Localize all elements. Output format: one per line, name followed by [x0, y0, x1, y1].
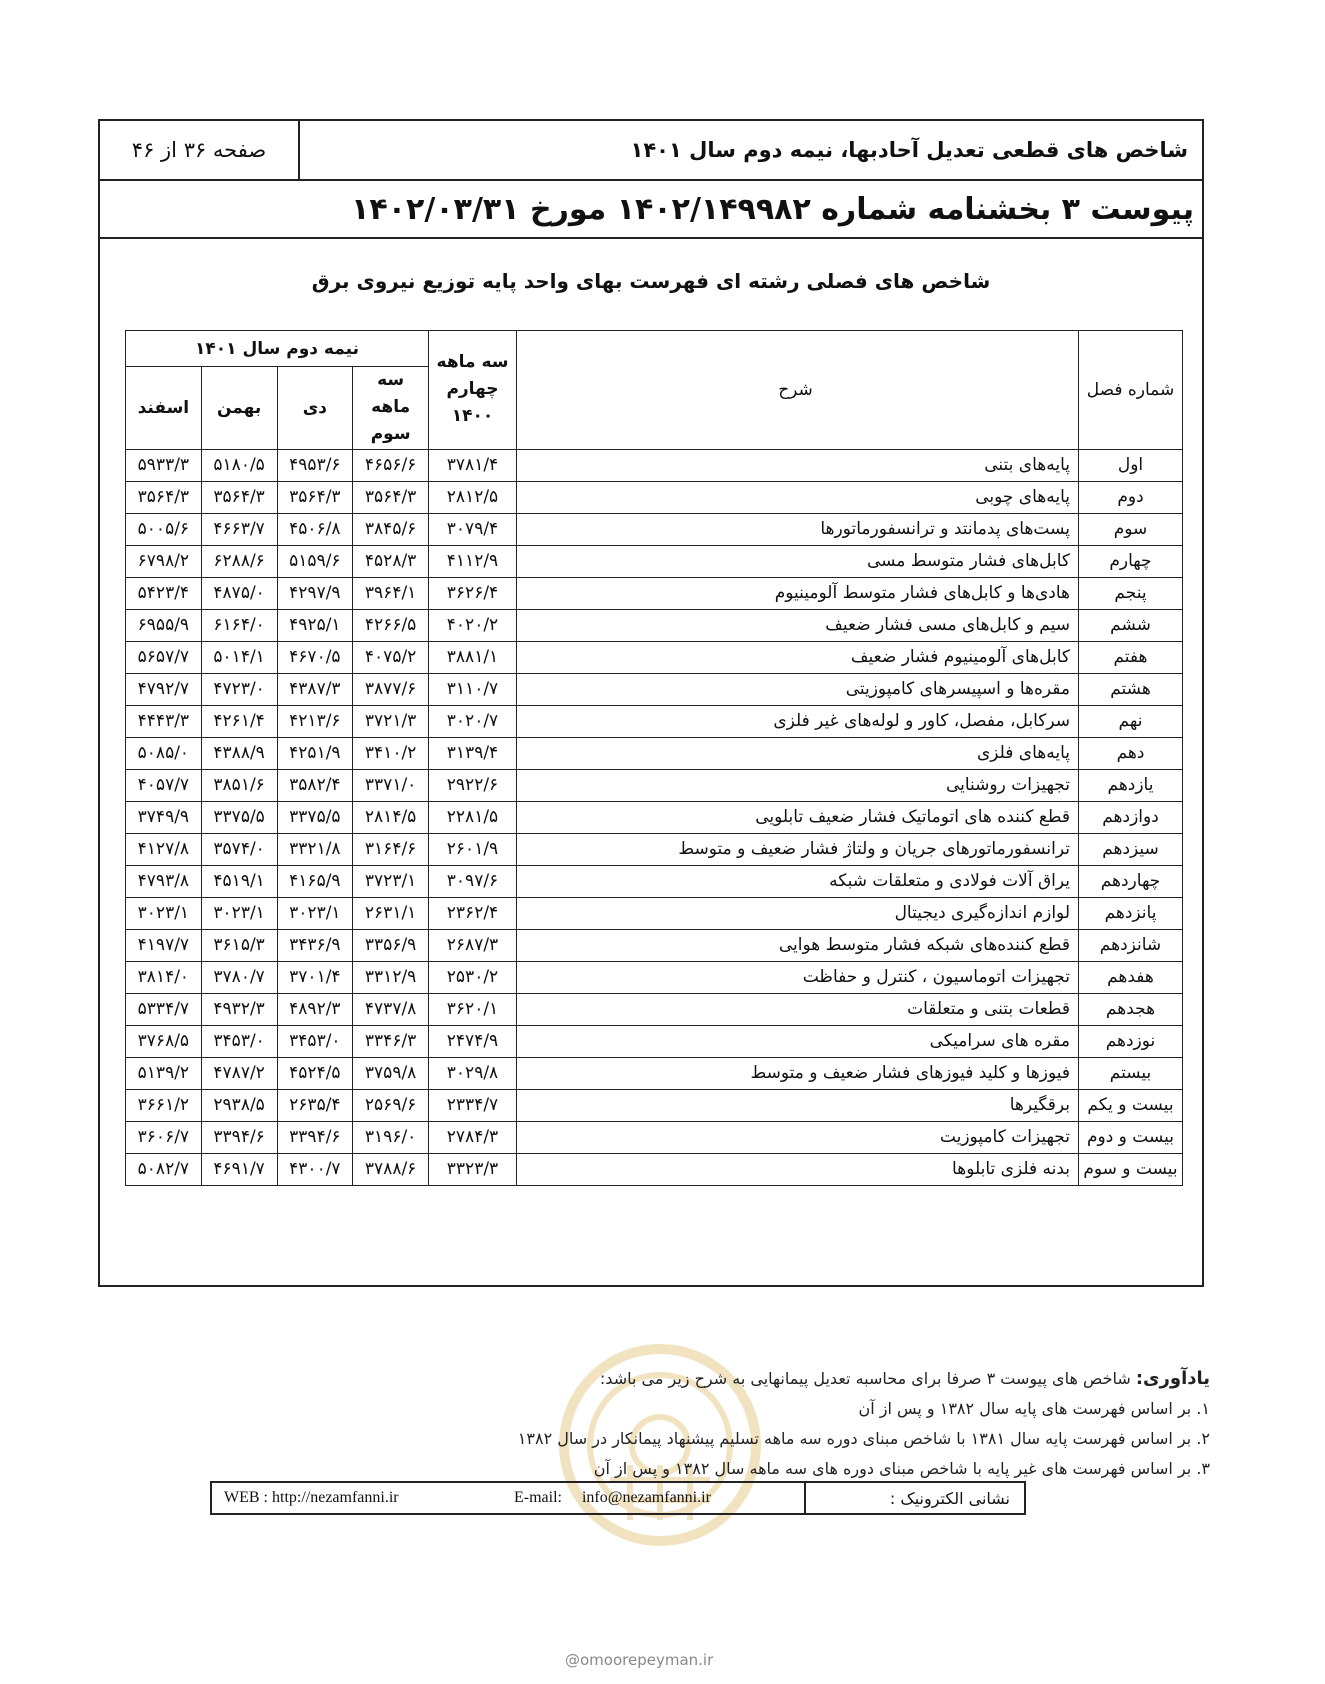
email-cell: [484, 1483, 806, 1513]
notes-intro-line: [120, 1364, 1210, 1394]
table-row: [126, 705, 1183, 737]
cell-q: ۳۳۷۱/۰: [353, 769, 429, 801]
index-table: [125, 330, 1183, 1186]
cell-prev: ۲۵۳۰/۲: [429, 961, 517, 993]
cell-desc: بدنه فلزی تابلوها: [517, 1153, 1079, 1185]
cell-desc: سرکابل، مفصل، کاور و لوله‌های غیر فلزی: [517, 705, 1079, 737]
cell-num: چهارم: [1079, 545, 1183, 577]
cell-q: ۳۹۶۴/۱: [353, 577, 429, 609]
cell-m2: ۳۳۷۵/۵: [201, 801, 277, 833]
notes-item-2: ۲. بر اساس فهرست پایه سال ۱۳۸۱ با شاخص مبنای دوره سه ماهه تسلیم پیشنهاد پیمانکار در سال ۱۳۸۲: [517, 1429, 1210, 1448]
cell-m3: ۵۴۲۳/۴: [126, 577, 202, 609]
cell-m3: ۵۰۰۵/۶: [126, 513, 202, 545]
cell-num: هجدهم: [1079, 993, 1183, 1025]
cell-num: چهاردهم: [1079, 865, 1183, 897]
cell-q: ۳۸۴۵/۶: [353, 513, 429, 545]
cell-prev: ۲۳۳۴/۷: [429, 1089, 517, 1121]
cell-m1: ۳۴۳۶/۹: [277, 929, 353, 961]
cell-m3: ۳۷۴۹/۹: [126, 801, 202, 833]
cell-q: ۳۳۴۶/۳: [353, 1025, 429, 1057]
cell-m3: ۵۳۳۴/۷: [126, 993, 202, 1025]
cell-q: ۲۸۱۴/۵: [353, 801, 429, 833]
cell-m1: ۳۳۲۱/۸: [277, 833, 353, 865]
cell-m2: ۳۵۷۴/۰: [201, 833, 277, 865]
cell-num: سیزدهم: [1079, 833, 1183, 865]
web-link[interactable]: WEB : http://nezamfanni.ir: [224, 1489, 399, 1506]
cell-m2: ۳۴۵۳/۰: [201, 1025, 277, 1057]
cell-prev: ۲۳۶۲/۴: [429, 897, 517, 929]
col-header-desc: شرح: [517, 331, 1079, 450]
cell-desc: مقره‌ها و اسپیسرهای کامپوزیتی: [517, 673, 1079, 705]
cell-m3: ۴۱۲۷/۸: [126, 833, 202, 865]
col-header-m2: بهمن: [201, 367, 277, 450]
cell-m1: ۳۳۷۵/۵: [277, 801, 353, 833]
cell-prev: ۳۸۸۱/۱: [429, 641, 517, 673]
table-row: [126, 961, 1183, 993]
table-row: [126, 929, 1183, 961]
cell-num: بیستم: [1079, 1057, 1183, 1089]
cell-prev: ۲۹۲۲/۶: [429, 769, 517, 801]
cell-num: نهم: [1079, 705, 1183, 737]
cell-prev: ۲۶۰۱/۹: [429, 833, 517, 865]
cell-prev: ۳۱۱۰/۷: [429, 673, 517, 705]
col-header-q: [353, 367, 429, 450]
cell-m2: ۵۱۸۰/۵: [201, 449, 277, 481]
col-header-m1: دی: [277, 367, 353, 450]
cell-m2: ۳۰۲۳/۱: [201, 897, 277, 929]
cell-m2: ۴۷۲۳/۰: [201, 673, 277, 705]
document-frame: [98, 119, 1204, 1287]
cell-m3: ۵۶۵۷/۷: [126, 641, 202, 673]
col-header-m3: اسفند: [126, 367, 202, 450]
cell-desc: قطعات بتنی و متعلقات: [517, 993, 1079, 1025]
cell-q: ۳۵۶۴/۳: [353, 481, 429, 513]
table-row: [126, 577, 1183, 609]
cell-m1: ۴۵۲۴/۵: [277, 1057, 353, 1089]
table-row: [126, 801, 1183, 833]
cell-m3: ۴۰۵۷/۷: [126, 769, 202, 801]
cell-q: ۳۳۱۲/۹: [353, 961, 429, 993]
cell-m1: ۴۹۲۵/۱: [277, 609, 353, 641]
cell-q: ۳۸۷۷/۶: [353, 673, 429, 705]
cell-q: ۳۷۲۳/۱: [353, 865, 429, 897]
cell-num: ششم: [1079, 609, 1183, 641]
table-row: [126, 609, 1183, 641]
cell-prev: ۲۸۱۲/۵: [429, 481, 517, 513]
cell-num: هشتم: [1079, 673, 1183, 705]
cell-m3: ۵۹۳۳/۳: [126, 449, 202, 481]
cell-num: پانزدهم: [1079, 897, 1183, 929]
cell-m1: ۳۰۲۳/۱: [277, 897, 353, 929]
cell-m2: ۴۳۸۸/۹: [201, 737, 277, 769]
cell-m2: ۴۶۶۳/۷: [201, 513, 277, 545]
table-row: [126, 641, 1183, 673]
cell-desc: ترانسفورماتورهای جریان و ولتاژ فشار ضعیف و متوسط: [517, 833, 1079, 865]
cell-m3: ۶۹۵۵/۹: [126, 609, 202, 641]
cell-m1: ۲۶۳۵/۴: [277, 1089, 353, 1121]
cell-m3: ۴۴۴۳/۳: [126, 705, 202, 737]
table-subtitle: شاخص های فصلی رشته ای فهرست بهای واحد پایه توزیع نیروی برق: [311, 269, 991, 293]
cell-q: ۴۲۶۶/۵: [353, 609, 429, 641]
table-row: [126, 1089, 1183, 1121]
cell-desc: پایه‌های چوبی: [517, 481, 1079, 513]
page-indicator: صفحه ۳۶ از ۴۶: [100, 121, 300, 179]
cell-m1: ۴۱۶۵/۹: [277, 865, 353, 897]
notes-item-3: ۳. بر اساس فهرست های غیر پایه با شاخص مبنای دوره های سه ماهه سال ۱۳۸۲ و پس از آن: [593, 1459, 1210, 1478]
cell-desc: لوازم اندازه‌گیری دیجیتال: [517, 897, 1079, 929]
cell-desc: کابل‌های فشار متوسط مسی: [517, 545, 1079, 577]
col-header-q-line2: سوم: [370, 424, 411, 445]
cell-num: دوازدهم: [1079, 801, 1183, 833]
cell-m1: ۴۸۹۲/۳: [277, 993, 353, 1025]
cell-desc: یراق آلات فولادی و متعلقات شبکه: [517, 865, 1079, 897]
cell-num: هفتم: [1079, 641, 1183, 673]
cell-q: ۳۷۲۱/۳: [353, 705, 429, 737]
cell-q: ۳۷۸۸/۶: [353, 1153, 429, 1185]
cell-prev: ۲۲۸۱/۵: [429, 801, 517, 833]
cell-q: ۳۳۵۶/۹: [353, 929, 429, 961]
table-row: [126, 1153, 1183, 1185]
cell-m2: ۳۸۵۱/۶: [201, 769, 277, 801]
cell-m1: ۳۳۹۴/۶: [277, 1121, 353, 1153]
cell-desc: کابل‌های آلومینیوم فشار ضعیف: [517, 641, 1079, 673]
cell-prev: ۳۱۳۹/۴: [429, 737, 517, 769]
cell-m2: ۵۰۱۴/۱: [201, 641, 277, 673]
email-link[interactable]: info@nezamfanni.ir: [581, 1489, 711, 1506]
cell-m1: ۵۱۵۹/۶: [277, 545, 353, 577]
cell-prev: ۳۰۲۹/۸: [429, 1057, 517, 1089]
col-header-group: نیمه دوم سال ۱۴۰۱: [126, 331, 429, 367]
cell-m2: ۴۶۹۱/۷: [201, 1153, 277, 1185]
cell-num: بیست و سوم: [1079, 1153, 1183, 1185]
cell-m3: ۵۰۸۲/۷: [126, 1153, 202, 1185]
cell-m1: ۴۲۱۳/۶: [277, 705, 353, 737]
table-row: [126, 1121, 1183, 1153]
cell-prev: ۲۴۷۴/۹: [429, 1025, 517, 1057]
email-label: E-mail:: [514, 1489, 562, 1506]
cell-q: ۴۵۲۸/۳: [353, 545, 429, 577]
cell-num: پنجم: [1079, 577, 1183, 609]
table-row: [126, 769, 1183, 801]
cell-m3: ۵۱۳۹/۲: [126, 1057, 202, 1089]
cell-num: نوزدهم: [1079, 1025, 1183, 1057]
cell-m2: ۳۵۶۴/۳: [201, 481, 277, 513]
table-row: [126, 833, 1183, 865]
cell-m3: ۳۶۶۱/۲: [126, 1089, 202, 1121]
cell-q: ۴۷۳۷/۸: [353, 993, 429, 1025]
cell-desc: پایه‌های فلزی: [517, 737, 1079, 769]
cell-q: ۳۴۱۰/۲: [353, 737, 429, 769]
cell-prev: ۳۰۹۷/۶: [429, 865, 517, 897]
cell-prev: ۴۱۱۲/۹: [429, 545, 517, 577]
cell-q: ۳۷۵۹/۸: [353, 1057, 429, 1089]
cell-m1: ۳۵۶۴/۳: [277, 481, 353, 513]
cell-q: ۲۵۶۹/۶: [353, 1089, 429, 1121]
cell-desc: پست‌های پدمانتد و ترانسفورماتورها: [517, 513, 1079, 545]
cell-m3: ۳۷۶۸/۵: [126, 1025, 202, 1057]
cell-m1: ۳۷۰۱/۴: [277, 961, 353, 993]
table-row: [126, 865, 1183, 897]
cell-prev: ۴۰۲۰/۲: [429, 609, 517, 641]
cell-m2: ۳۷۸۰/۷: [201, 961, 277, 993]
cell-m1: ۳۴۵۳/۰: [277, 1025, 353, 1057]
cell-m3: ۴۱۹۷/۷: [126, 929, 202, 961]
cell-m2: ۴۹۳۲/۳: [201, 993, 277, 1025]
table-row: [126, 1025, 1183, 1057]
annex-title: پیوست ۳ بخشنامه شماره ۱۴۰۲/۱۴۹۹۸۲ مورخ ۱۴۰۲/۰۳/۳۱: [100, 181, 1202, 239]
cell-desc: فیوزها و کلید فیوزهای فشار ضعیف و متوسط: [517, 1057, 1079, 1089]
cell-q: ۴۶۵۶/۶: [353, 449, 429, 481]
table-row: [126, 545, 1183, 577]
cell-m1: ۴۵۰۶/۸: [277, 513, 353, 545]
notes-block: [120, 1364, 1210, 1484]
cell-desc: قطع کننده‌های شبکه فشار متوسط هوایی: [517, 929, 1079, 961]
cell-m2: ۶۲۸۸/۶: [201, 545, 277, 577]
cell-prev: ۳۳۲۳/۳: [429, 1153, 517, 1185]
col-header-prev-line1: سه ماهه: [436, 352, 509, 372]
col-header-prev-line2: چهارم ۱۴۰۰: [446, 379, 499, 427]
col-header-num: شماره فصل: [1079, 331, 1183, 450]
cell-q: ۳۱۹۶/۰: [353, 1121, 429, 1153]
cell-m2: ۴۸۷۵/۰: [201, 577, 277, 609]
cell-desc: قطع کننده های اتوماتیک فشار ضعیف تابلویی: [517, 801, 1079, 833]
cell-m3: ۴۷۹۲/۷: [126, 673, 202, 705]
table-row: [126, 897, 1183, 929]
cell-q: ۴۰۷۵/۲: [353, 641, 429, 673]
header-row: [100, 121, 1202, 181]
cell-prev: ۳۰۲۰/۷: [429, 705, 517, 737]
cell-num: دهم: [1079, 737, 1183, 769]
cell-q: ۳۱۶۴/۶: [353, 833, 429, 865]
cell-m2: ۳۶۱۵/۳: [201, 929, 277, 961]
cell-m2: ۴۷۸۷/۲: [201, 1057, 277, 1089]
cell-desc: برقگیرها: [517, 1089, 1079, 1121]
cell-prev: ۳۶۲۶/۴: [429, 577, 517, 609]
cell-num: یازدهم: [1079, 769, 1183, 801]
document-title: شاخص های قطعی تعدیل آحادبها، نیمه دوم سال ۱۴۰۱: [630, 138, 1188, 162]
cell-m2: ۴۲۶۱/۴: [201, 705, 277, 737]
cell-m3: ۶۷۹۸/۲: [126, 545, 202, 577]
table-row: [126, 1057, 1183, 1089]
cell-m2: ۲۹۳۸/۵: [201, 1089, 277, 1121]
cell-q: ۲۶۳۱/۱: [353, 897, 429, 929]
cell-m1: ۴۳۸۷/۳: [277, 673, 353, 705]
cell-num: بیست و دوم: [1079, 1121, 1183, 1153]
cell-prev: ۳۷۸۱/۴: [429, 449, 517, 481]
cell-num: اول: [1079, 449, 1183, 481]
col-header-prev: [429, 331, 517, 450]
cell-prev: ۲۶۸۷/۳: [429, 929, 517, 961]
table-row: [126, 673, 1183, 705]
cell-prev: ۳۶۲۰/۱: [429, 993, 517, 1025]
cell-m3: ۳۵۶۴/۳: [126, 481, 202, 513]
cell-num: بیست و یکم: [1079, 1089, 1183, 1121]
cell-desc: مقره های سرامیکی: [517, 1025, 1079, 1057]
notes-item-1: ۱. بر اساس فهرست های پایه سال ۱۳۸۲ و پس از آن: [858, 1399, 1210, 1418]
cell-desc: تجهیزات کامپوزیت: [517, 1121, 1079, 1153]
cell-m3: ۳۶۰۶/۷: [126, 1121, 202, 1153]
table-row: [126, 449, 1183, 481]
watermark-text: @omoorepeyman.ir: [565, 1651, 714, 1669]
cell-num: شانزدهم: [1079, 929, 1183, 961]
cell-desc: سیم و کابل‌های مسی فشار ضعیف: [517, 609, 1079, 641]
cell-m3: ۳۸۱۴/۰: [126, 961, 202, 993]
cell-prev: ۳۰۷۹/۴: [429, 513, 517, 545]
cell-num: سوم: [1079, 513, 1183, 545]
cell-num: هفدهم: [1079, 961, 1183, 993]
cell-m1: ۴۶۷۰/۵: [277, 641, 353, 673]
cell-m1: ۳۵۸۲/۴: [277, 769, 353, 801]
table-row: [126, 737, 1183, 769]
contact-label: نشانی الکترونیک :: [889, 1488, 1010, 1508]
cell-m3: ۵۰۸۵/۰: [126, 737, 202, 769]
cell-m1: ۴۹۵۳/۶: [277, 449, 353, 481]
table-row: [126, 993, 1183, 1025]
table-row: [126, 481, 1183, 513]
cell-desc: تجهیزات اتوماسیون ، کنترل و حفاظت: [517, 961, 1079, 993]
notes-intro: شاخص های پیوست ۳ صرفا برای محاسبه تعدیل پیمانهایی به شرح زیر می باشد:: [599, 1369, 1131, 1388]
cell-m2: ۴۵۱۹/۱: [201, 865, 277, 897]
cell-m1: ۴۲۹۷/۹: [277, 577, 353, 609]
cell-m3: ۳۰۲۳/۱: [126, 897, 202, 929]
cell-m1: ۴۲۵۱/۹: [277, 737, 353, 769]
cell-desc: هادی‌ها و کابل‌های فشار متوسط آلومینیوم: [517, 577, 1079, 609]
cell-m3: ۴۷۹۳/۸: [126, 865, 202, 897]
col-header-q-line1: سه ماهه: [371, 370, 411, 418]
table-row: [126, 513, 1183, 545]
cell-prev: ۲۷۸۴/۳: [429, 1121, 517, 1153]
notes-lead: یادآوری:: [1135, 1368, 1210, 1389]
cell-desc: پایه‌های بتنی: [517, 449, 1079, 481]
cell-num: دوم: [1079, 481, 1183, 513]
cell-m2: ۳۳۹۴/۶: [201, 1121, 277, 1153]
contact-box: [210, 1481, 1026, 1515]
cell-m2: ۶۱۶۴/۰: [201, 609, 277, 641]
cell-m1: ۴۳۰۰/۷: [277, 1153, 353, 1185]
cell-desc: تجهیزات روشنایی: [517, 769, 1079, 801]
